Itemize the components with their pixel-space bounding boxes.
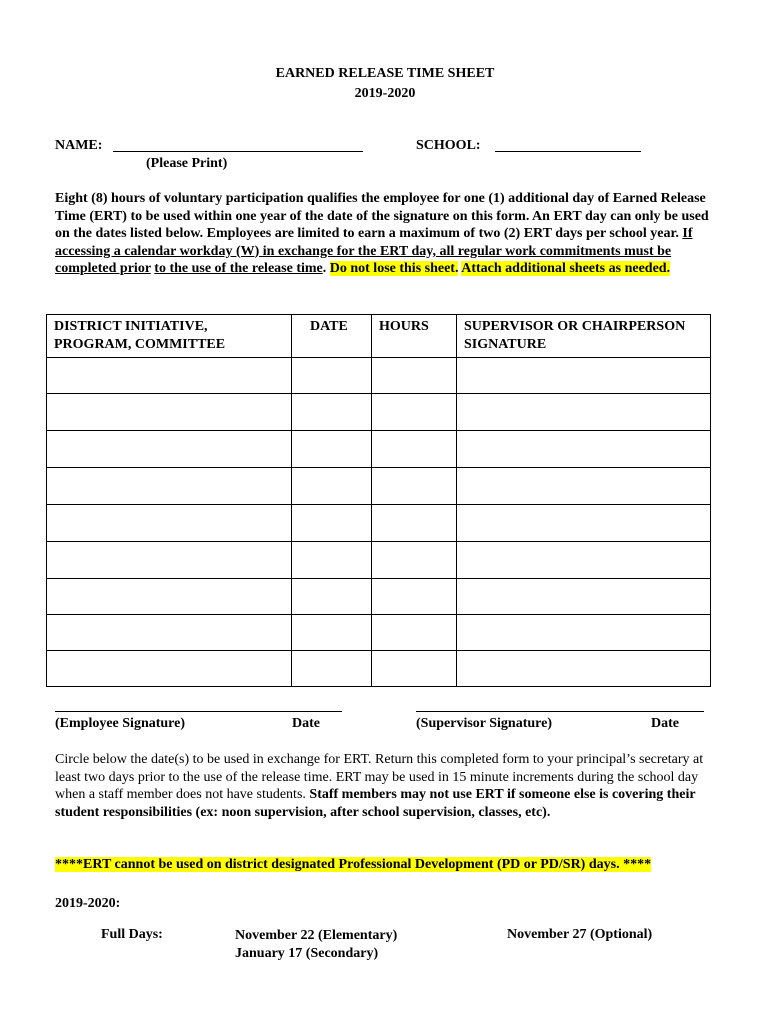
table-row: [47, 651, 711, 687]
cell-date[interactable]: [292, 431, 372, 468]
pd-warning: ****ERT cannot be used on district designated Professional Development (PD or PD/SR) days. ****: [55, 857, 652, 872]
instructions-text: Circle below the date(s) to be used in exchange for ERT. Return this completed form to your principal’s secretary at least two days prior to the use of the release time. ERT may be used in 15 minute increments during the school day when a staff member does not have students.: [55, 752, 704, 802]
cell-date[interactable]: [292, 542, 372, 579]
cell-initiative[interactable]: [47, 542, 292, 579]
highlight-attach-sheets: Attach additional sheets as needed.: [461, 261, 671, 276]
cell-signature[interactable]: [457, 431, 711, 468]
table-row: [47, 505, 711, 542]
cell-initiative[interactable]: [47, 615, 292, 651]
table-row: [47, 468, 711, 505]
intro-paragraph: [55, 190, 715, 278]
cell-initiative[interactable]: [47, 505, 292, 542]
cell-signature[interactable]: [457, 505, 711, 542]
schedule-year-label: 2019-2020:: [55, 896, 121, 911]
cell-date[interactable]: [292, 394, 372, 431]
date-option-optional[interactable]: November 27 (Optional): [507, 927, 653, 942]
cell-hours[interactable]: [372, 505, 457, 542]
cell-initiative[interactable]: [47, 358, 292, 394]
date-option[interactable]: January 17 (Secondary): [235, 946, 379, 961]
instructions-bold: Staff members may not use ERT if someone else is covering their student responsibilities (ex: noon supervision, after school supervision, classes, etc).: [55, 787, 696, 820]
intro-text: Eight (8) hours of voluntary participation qualifies the employee for one (1) additional day of Earned Release Time (ERT) to be used within one year of the date of the signature on this form. An ERT day can only be used on the dates listed below. Employees are limited to earn a maximum of two (2) ERT days per school year.: [55, 191, 709, 241]
cell-signature[interactable]: [457, 394, 711, 431]
cell-hours[interactable]: [372, 542, 457, 579]
header-hours: HOURS: [372, 315, 457, 358]
cell-initiative[interactable]: [47, 431, 292, 468]
header-supervisor-signature: SUPERVISOR OR CHAIRPERSON SIGNATURE: [457, 315, 711, 358]
cell-signature[interactable]: [457, 468, 711, 505]
table-row: [47, 579, 711, 615]
school-field[interactable]: [495, 151, 641, 152]
cell-signature[interactable]: [457, 615, 711, 651]
cell-hours[interactable]: [372, 615, 457, 651]
header-date: DATE: [292, 315, 372, 358]
name-label: NAME:: [55, 138, 103, 153]
table-row: [47, 394, 711, 431]
supervisor-signature-line[interactable]: [416, 711, 704, 712]
school-label: SCHOOL:: [416, 138, 481, 153]
cell-date[interactable]: [292, 615, 372, 651]
employee-signature-line[interactable]: [55, 711, 342, 712]
page-year: 2019-2020: [354, 86, 416, 101]
highlight-do-not-lose: Do not lose this sheet.: [329, 261, 459, 276]
page-title: EARNED RELEASE TIME SHEET: [275, 66, 495, 81]
full-days-dates: [235, 927, 397, 963]
cell-date[interactable]: [292, 505, 372, 542]
please-print-label: (Please Print): [146, 156, 228, 171]
cell-signature[interactable]: [457, 358, 711, 394]
employee-signature-label: (Employee Signature): [55, 716, 186, 731]
intro-period: .: [322, 261, 327, 276]
table-row: [47, 358, 711, 394]
intro-underline-2: to the use of the release time: [154, 261, 323, 276]
table-row: [47, 615, 711, 651]
cell-initiative[interactable]: [47, 394, 292, 431]
cell-signature[interactable]: [457, 579, 711, 615]
cell-signature[interactable]: [457, 651, 711, 687]
date-option[interactable]: November 22 (Elementary): [235, 928, 398, 943]
cell-signature[interactable]: [457, 542, 711, 579]
table-row: [47, 542, 711, 579]
cell-hours[interactable]: [372, 358, 457, 394]
cell-hours[interactable]: [372, 431, 457, 468]
table-row: [47, 431, 711, 468]
header-district-initiative: DISTRICT INITIATIVE, PROGRAM, COMMITTEE: [47, 315, 292, 358]
cell-date[interactable]: [292, 651, 372, 687]
supervisor-date-label: Date: [651, 716, 679, 731]
cell-initiative[interactable]: [47, 651, 292, 687]
cell-hours[interactable]: [372, 651, 457, 687]
cell-hours[interactable]: [372, 394, 457, 431]
cell-initiative[interactable]: [47, 579, 292, 615]
name-field[interactable]: [113, 151, 363, 152]
employee-date-label: Date: [292, 716, 320, 731]
intro-underline-1: If accessing a calendar workday (W) in exchange for the ERT day, all regular work commitments must be completed prior: [55, 226, 693, 276]
cell-hours[interactable]: [372, 579, 457, 615]
cell-date[interactable]: [292, 579, 372, 615]
cell-date[interactable]: [292, 468, 372, 505]
supervisor-signature-label: (Supervisor Signature): [416, 716, 552, 731]
cell-date[interactable]: [292, 358, 372, 394]
ert-log-table: [46, 314, 711, 687]
instructions-paragraph: [55, 751, 715, 821]
cell-hours[interactable]: [372, 468, 457, 505]
table-header-row: [47, 315, 711, 358]
cell-initiative[interactable]: [47, 468, 292, 505]
full-days-label: Full Days:: [101, 927, 163, 942]
